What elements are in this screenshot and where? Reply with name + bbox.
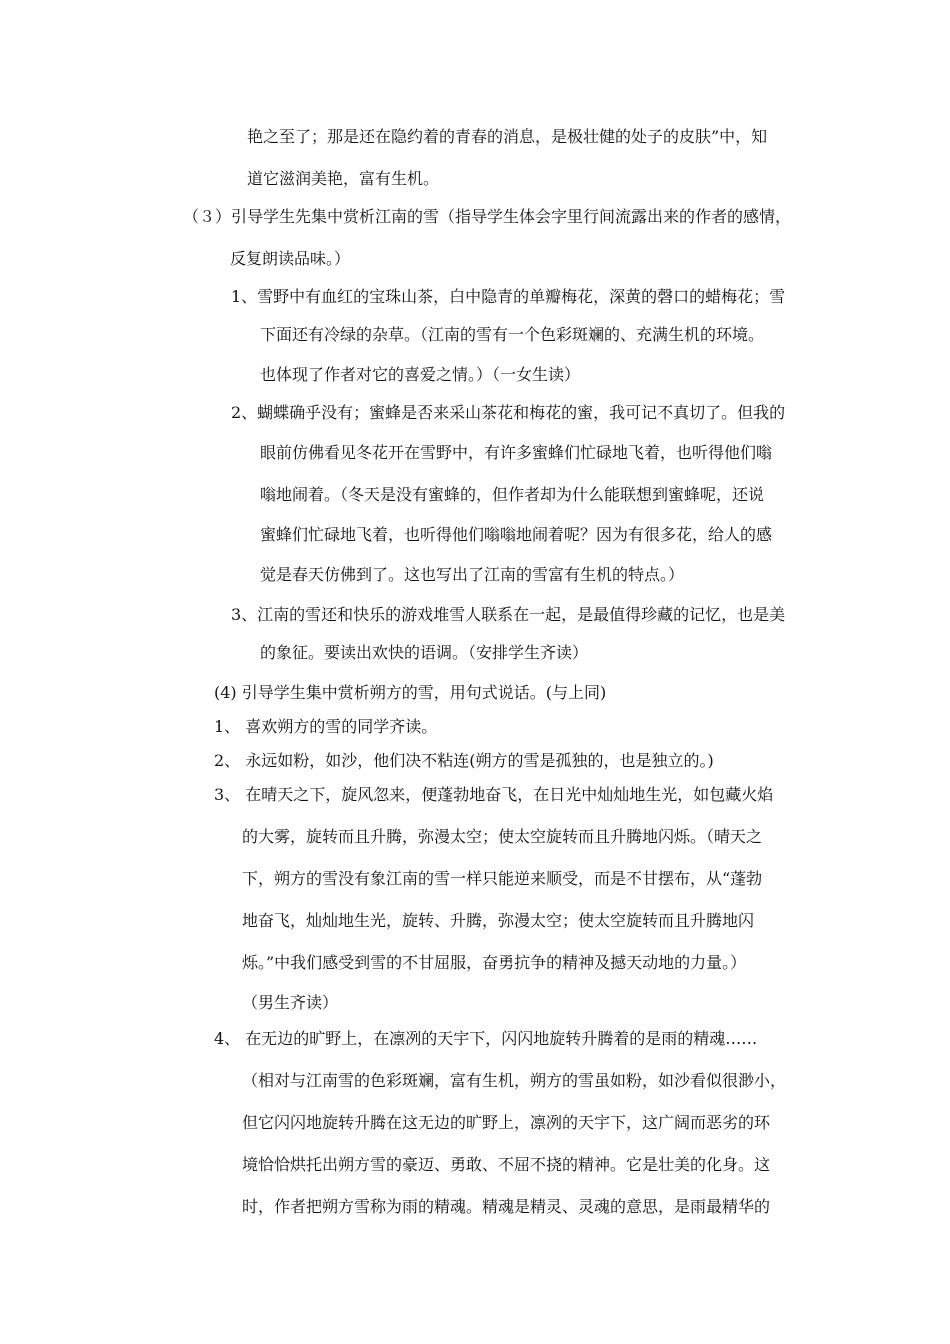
text-line: 2、 永远如粉，如沙，他们决不粘连(朔方的雪是孤独的，也是独立的。): [214, 751, 714, 770]
text-line: 1、 喜欢朔方的雪的同学齐读。: [214, 717, 438, 736]
text-line: （３）引导学生先集中赏析江南的雪（指导学生体会字里行间流露出来的作者的感情，: [183, 207, 792, 226]
text-line: 地奋飞，灿灿地生光，旋转、升腾，弥漫太空；使太空旋转而且升腾地闪: [242, 911, 755, 930]
text-line: 的大雾，旋转而且升腾，弥漫太空；使太空旋转而且升腾地闪烁。（晴天之: [242, 827, 763, 846]
text-line: 烁。”中我们感受到雪的不甘屈服，奋勇抗争的精神及撼天动地的力量。）: [242, 953, 747, 972]
text-line: （男生齐读）: [242, 993, 339, 1012]
text-line: 反复朗读品味。）: [230, 249, 351, 268]
text-line: （相对与江南雪的色彩斑斓，富有生机，朔方的雪虽如粉，如沙看似很渺小，: [242, 1071, 787, 1090]
text-line: (4) 引导学生集中赏析朔方的雪，用句式说话。(与上同): [214, 683, 607, 702]
text-line: 眼前仿佛看见冬花开在雪野中，有许多蜜蜂们忙碌地飞着，也听得他们嗡: [260, 443, 773, 462]
text-line: 道它滋润美艳，富有生机。: [247, 169, 440, 188]
text-line: 嗡地闹着。（冬天是没有蜜蜂的，但作者却为什么能联想到蜜蜂呢，还说: [260, 485, 765, 504]
text-line: 艳之至了；那是还在隐约着的青春的消息，是极壮健的处子的皮肤”中，知: [247, 127, 768, 146]
text-line: 4、 在无边的旷野上，在凛冽的天宇下，闪闪地旋转升腾着的是雨的精魂……: [214, 1029, 758, 1048]
text-line: 的象征。要读出欢快的语调。（安排学生齐读）: [260, 643, 589, 662]
text-line: 下面还有冷绿的杂草。（江南的雪有一个色彩斑斓的、充满生机的环境。: [260, 325, 765, 344]
text-line: 也体现了作者对它的喜爱之情。）（一女生读）: [260, 365, 581, 384]
text-line: 境恰恰烘托出朔方雪的豪迈、勇敢、不屈不挠的精神。它是壮美的化身。这: [242, 1155, 771, 1174]
text-line: 3、 在晴天之下，旋风忽来，便蓬勃地奋飞，在日光中灿灿地生光，如包藏火焰: [214, 785, 774, 804]
text-line: 3、江南的雪还和快乐的游戏堆雪人联系在一起，是最值得珍藏的记忆，也是美: [231, 605, 786, 624]
text-line: 蜜蜂们忙碌地飞着，也听得他们嗡嗡地闹着呢？因为有很多花，给人的感: [260, 525, 773, 544]
text-line: 觉是春天仿佛到了。这也写出了江南的雪富有生机的特点。）: [260, 565, 685, 584]
text-line: 1、雪野中有血红的宝珠山茶，白中隐青的单瓣梅花，深黄的磬口的蜡梅花；雪: [231, 287, 786, 306]
text-line: 2、蝴蝶确乎没有；蜜蜂是否来采山茶花和梅花的蜜，我可记不真切了。但我的: [231, 403, 786, 422]
text-line: 时，作者把朔方雪称为雨的精魂。精魂是精灵、灵魂的意思，是雨最精华的: [242, 1197, 771, 1216]
text-line: 下，朔方的雪没有象江南的雪一样只能逆来顺受，而是不甘摆布，从“蓬勃: [242, 869, 763, 888]
text-line: 但它闪闪地旋转升腾在这无边的旷野上，凛冽的天宇下，这广阔而恶劣的环: [242, 1113, 771, 1132]
